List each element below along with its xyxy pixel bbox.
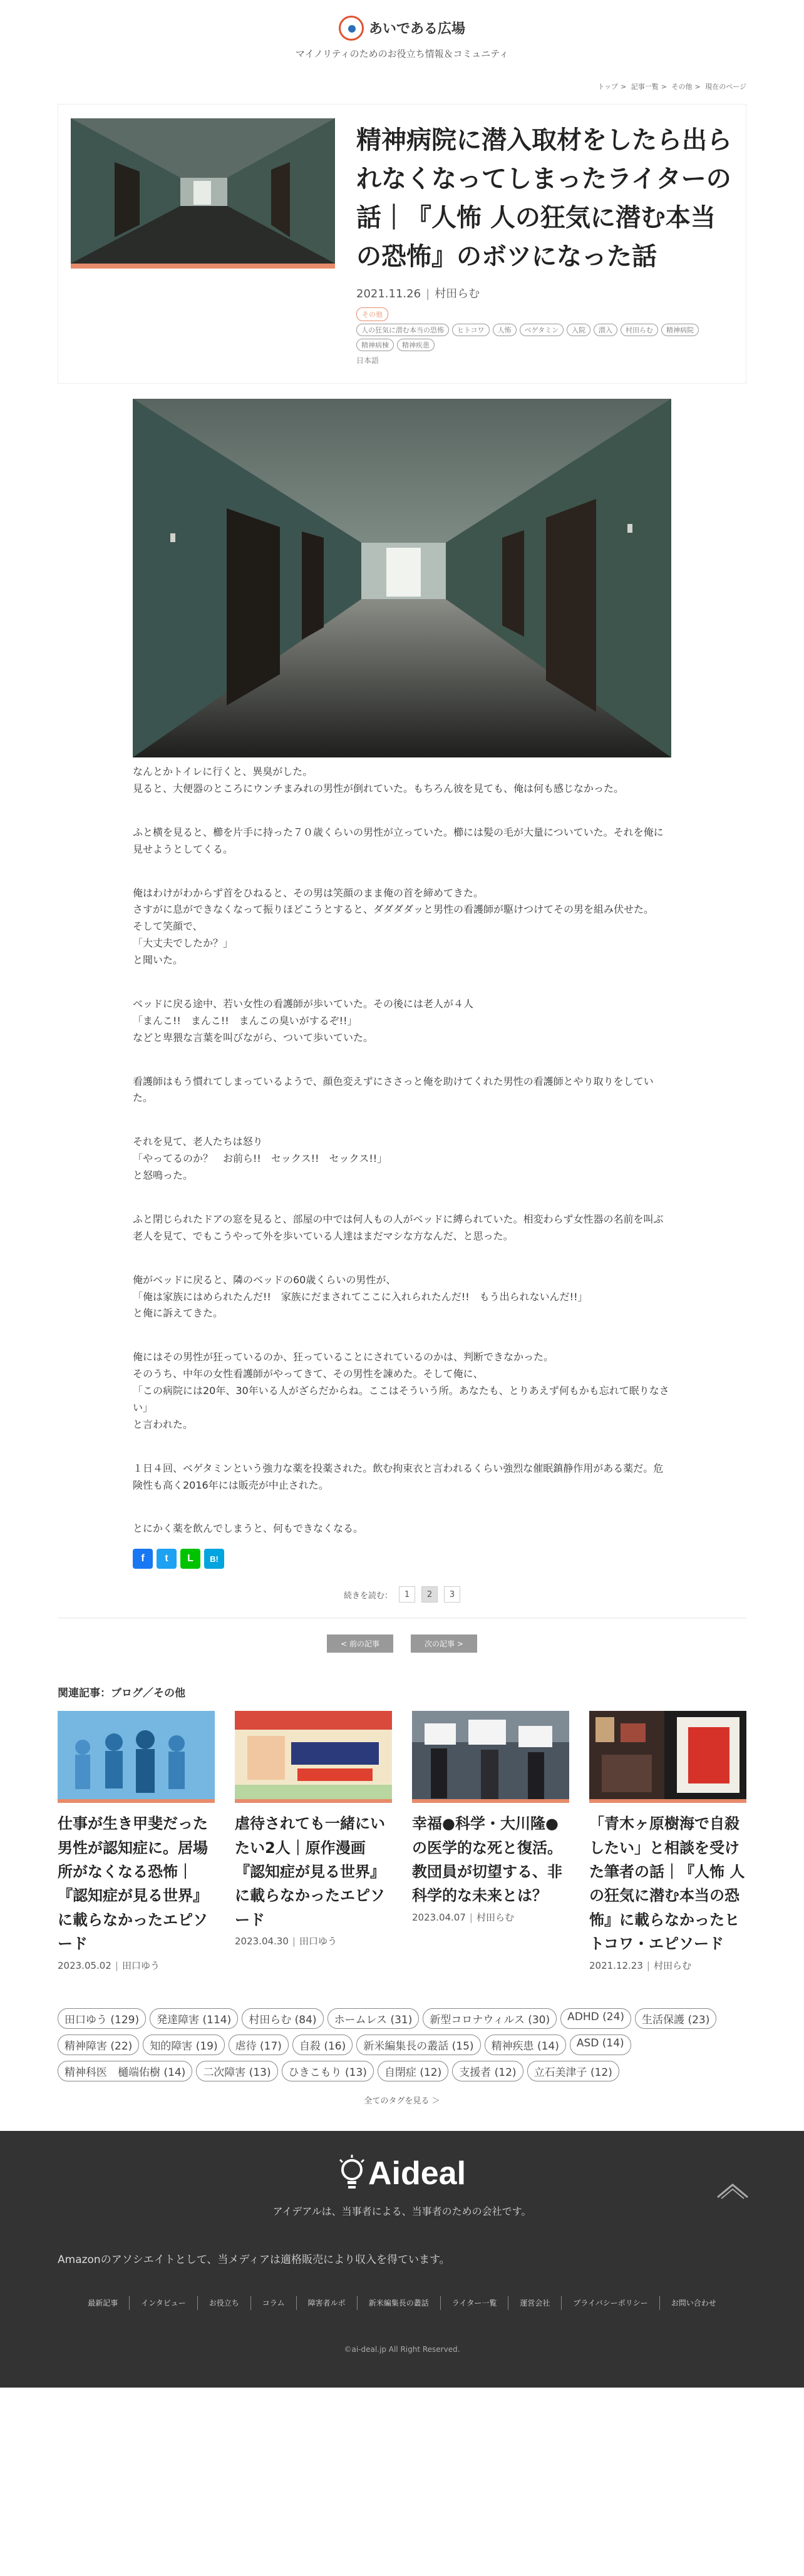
page-link-3[interactable]: 3	[444, 1586, 460, 1603]
article-paragraph: ふと閉じられたドアの窓を見ると、部屋の中では何人もの人がベッドに縛られていた。相変わらず女性器の名前を叫ぶ老人を見て、でもこうやって外を歩いている人達はまだマシな方なんだ、と思った。	[133, 1213, 664, 1242]
breadcrumb-current: 現在のページ	[705, 83, 746, 91]
tag-cloud-item[interactable]: 支援者 (12)	[452, 2061, 523, 2081]
share-buttons	[133, 1549, 671, 1569]
related-card-meta: 2021.12.23 | 村田らむ	[589, 1959, 691, 1971]
back-to-top-button[interactable]	[716, 2181, 749, 2200]
tag-link[interactable]: ベゲタミン	[520, 324, 564, 336]
related-card[interactable]	[589, 1711, 746, 1971]
tag-cloud-item[interactable]: 自閉症 (12)	[378, 2061, 448, 2081]
article-paragraph: とにかく薬を飲んでしまうと、何もできなくなる。	[133, 1522, 364, 1535]
breadcrumb-home[interactable]: トップ	[597, 83, 619, 91]
tag-cloud-item[interactable]: 生活保護 (23)	[635, 2008, 716, 2029]
footer-link[interactable]: プライバシーポリシー	[561, 2296, 659, 2311]
twitter-share-button[interactable]: t	[157, 1549, 177, 1569]
hero-image	[133, 399, 671, 757]
tag-cloud-item[interactable]: 自殺 (16)	[292, 2035, 353, 2055]
copyright: ©ai-deal.jp All Right Reserved.	[344, 2345, 460, 2354]
tag-cloud-item[interactable]: 新米編集長の叢話 (15)	[356, 2035, 480, 2055]
related-card-title: 仕事が生き甲斐だった男性が認知症に。居場所がなくなる恐怖｜『認知症が見る世界』に載らなかったエピソード	[58, 1815, 208, 1953]
article-meta: 2021.11.26 | 村田らむ	[356, 287, 480, 300]
pagination-label: 続きを読む：	[343, 1591, 393, 1601]
article-body	[133, 764, 671, 1537]
tag-cloud-item[interactable]: ADHD (24)	[560, 2008, 631, 2029]
site-footer	[0, 2131, 804, 2388]
breadcrumb-articles[interactable]: 記事一覧	[631, 83, 659, 91]
footer-link[interactable]: 新米編集長の叢話	[357, 2296, 440, 2311]
related-card-title: 幸福●科学・大川隆●の医学的な死と復活。教団員が切望する、非科学的な未来とは？	[412, 1815, 562, 1905]
related-heading: 関連記事：ブログ／その他	[58, 1687, 185, 1700]
tag-link[interactable]: 精神病棟	[356, 339, 394, 351]
article-paragraph: 看護師はもう慣れてしまっているようで、顔色変えずにささっと俺を助けてくれた男性の看護師とやり取りをしていた。	[133, 1075, 654, 1104]
line-share-button[interactable]: L	[180, 1549, 200, 1569]
page-link-2[interactable]: 2	[421, 1586, 438, 1603]
article-tags	[356, 324, 733, 351]
amazon-disclosure: Amazonのアソシエイトとして、当メディアは適格販売により収入を得ています。	[58, 2253, 450, 2266]
related-card-image	[412, 1711, 569, 1803]
tag-link[interactable]: 人の狂気に潜む本当の恐怖	[356, 324, 449, 336]
article-date: 2021.11.26	[356, 287, 421, 300]
facebook-share-button[interactable]: f	[133, 1549, 153, 1569]
article-author[interactable]: 村田らむ	[435, 287, 480, 300]
all-tags-link[interactable]: 全てのタグを見る ＞	[364, 2096, 440, 2106]
footer-logo[interactable]	[338, 2155, 466, 2192]
tag-cloud-item[interactable]: ホームレス (31)	[327, 2008, 420, 2029]
breadcrumb-category[interactable]: その他	[671, 83, 693, 91]
footer-link[interactable]: お役立ち	[197, 2296, 250, 2311]
tag-cloud-item[interactable]: 二次障害 (13)	[196, 2061, 277, 2081]
related-card[interactable]	[58, 1711, 215, 1971]
site-tagline: マイノリティのためのお役立ち情報＆コミュニティ	[295, 48, 509, 59]
related-articles	[58, 1684, 746, 1971]
article-paragraph: １日４回、ベゲタミンという強力な薬を投薬された。飲む拘束衣と言われるくらい強烈な催眠鎮静作用がある薬だ。危険性も高く2016年には販売が中止された。	[133, 1462, 664, 1491]
tag-cloud-item[interactable]: 村田らむ (84)	[242, 2008, 323, 2029]
related-card-meta: 2023.04.30 | 田口ゆう	[235, 1936, 337, 1947]
tag-cloud-item[interactable]: 精神疾患 (14)	[485, 2035, 566, 2055]
footer-link[interactable]: お問い合わせ	[659, 2296, 728, 2311]
tag-link[interactable]: 精神病院	[661, 324, 699, 336]
tag-link[interactable]: 入院	[567, 324, 590, 336]
related-card-meta: 2023.04.07 | 村田らむ	[412, 1911, 514, 1923]
page-link-1[interactable]: 1	[399, 1586, 415, 1603]
logo-icon	[339, 16, 364, 41]
hatena-share-button[interactable]: B!	[204, 1549, 224, 1569]
footer-link[interactable]: 運営会社	[508, 2296, 561, 2311]
article-paragraph: なんとかトイレに行くと、異臭がした。 見ると、大便器のところにウンチまみれの男性が倒れていた。もちろん彼を見ても、俺は何も感じなかった。	[133, 766, 624, 794]
related-card-title: 「青木ヶ原樹海で自殺したい」と相談を受けた筆者の話｜『人怖 人の狂気に潜む本当の恐怖』に載らなかったヒトコワ・エピソード	[589, 1815, 745, 1953]
footer-logo-text: Aideal	[368, 2155, 466, 2192]
tag-cloud-item[interactable]: 虐待 (17)	[229, 2035, 289, 2055]
next-article-button[interactable]: 次の記事 >	[411, 1634, 477, 1653]
article-paragraph: ベッドに戻る途中、若い女性の看護師が歩いていた。その後には老人が４人 「まんこ!! まんこ!! まんこの臭いがするぞ!!」 などと卑猥な言葉を叫びながら、ついて歩いていた。	[133, 997, 474, 1044]
tag-link[interactable]: 村田らむ	[621, 324, 658, 336]
tag-link[interactable]: ヒトコワ	[452, 324, 490, 336]
pagination	[0, 1586, 804, 1603]
related-card-meta: 2023.05.02 | 田口ゆう	[58, 1959, 160, 1971]
breadcrumb: トップ > 記事一覧 > その他 > 現在のページ	[597, 83, 746, 91]
article-paragraph: 俺はわけがわからず首をひねると、その男は笑顔のまま俺の首を締めてきた。 さすがに息ができなくなって振りほどこうとすると、ダダダダッと男性の看護師が駆けつけてその男を組み伏せた。 そして笑顔で、 「大丈夫でしたか？」 と聞いた。	[133, 886, 654, 966]
related-card[interactable]	[412, 1711, 569, 1971]
footer-link[interactable]: 障害者ルポ	[296, 2296, 357, 2311]
category-badge[interactable]: その他	[356, 307, 388, 321]
article-paragraph: 俺がベッドに戻ると、隣のベッドの60歳くらいの男性が、 「俺は家族にはめられたんだ!! 家族にだまされてここに入れられたんだ!! もう出られないんだ!!」 と俺に訴えてきた。	[133, 1273, 588, 1320]
article-title: 精神病院に潜入取材をしたら出られなくなってしまったライターの話｜『人怖 人の狂気に潜む本当の恐怖』のボツになった話	[356, 126, 732, 271]
tag-link[interactable]: 人怖	[493, 324, 517, 336]
tag-cloud-item[interactable]: 精神障害 (22)	[58, 2035, 139, 2055]
footer-tagline: アイデアルは、当事者による、当事者のための会社です。	[272, 2205, 532, 2217]
article-header	[58, 104, 746, 384]
tag-cloud-item[interactable]: 発達障害 (114)	[150, 2008, 238, 2029]
chevron-up-icon	[716, 2181, 749, 2200]
tag-cloud-item[interactable]: 新型コロナウィルス (30)	[423, 2008, 557, 2029]
logo-text: あいである広場	[368, 21, 465, 37]
footer-link[interactable]: インタビュー	[129, 2296, 197, 2311]
article-paragraph: ふと横を見ると、櫛を片手に持った７０歳くらいの男性が立っていた。櫛には髪の毛が大量についていた。それを俺に見せようとしてくる。	[133, 826, 664, 855]
tag-link[interactable]: 潜入	[594, 324, 617, 336]
footer-link[interactable]: ライター一覧	[440, 2296, 508, 2311]
related-card-title: 虐待されても一緒にいたい2人｜原作漫画『認知症が見る世界』に載らなかったエピソード	[235, 1815, 385, 1929]
tag-cloud	[58, 2008, 746, 2081]
tag-cloud-item[interactable]: 知的障害 (19)	[143, 2035, 224, 2055]
prev-article-button[interactable]: < 前の記事	[327, 1634, 393, 1653]
related-card-image	[58, 1711, 215, 1803]
tag-cloud-item[interactable]: 立石美津子 (12)	[527, 2061, 619, 2081]
tag-cloud-item[interactable]: 田口ゆう (129)	[58, 2008, 146, 2029]
language-label: 日本語	[356, 356, 379, 365]
footer-link[interactable]: 最新記事	[88, 2298, 118, 2307]
footer-nav	[58, 2296, 746, 2311]
lightbulb-icon	[338, 2155, 366, 2192]
prev-next-nav	[0, 1634, 804, 1653]
tag-cloud-item[interactable]: 精神科医 樋端佑樹 (14)	[58, 2061, 192, 2081]
tag-link[interactable]: 精神疾患	[397, 339, 435, 351]
tag-cloud-item[interactable]: ASD (14)	[570, 2035, 631, 2055]
site-header	[0, 0, 804, 75]
tag-cloud-item[interactable]: ひきこもり (13)	[282, 2061, 374, 2081]
article-paragraph: それを見て、老人たちは怒り 「やってるのか？ お前ら!! セックス!! セックス!!」 と怒鳴った。	[133, 1136, 388, 1181]
article-paragraph: 俺にはその男性が狂っているのか、狂っていることにされているのかは、判断できなかった。 そのうち、中年の女性看護師がやってきて、その男性を諫めた。そして俺に、 「この病院には20年、30年いる人がざらだからね。ここはそういう所。あなたも、とりあえず何もかも忘れて眠りなさい」 と言われた。	[133, 1351, 669, 1430]
related-card-image	[589, 1711, 746, 1803]
site-logo[interactable]	[339, 16, 465, 41]
footer-link[interactable]: コラム	[250, 2296, 296, 2311]
related-card-image	[235, 1711, 392, 1803]
article-thumbnail	[71, 118, 335, 269]
related-card[interactable]	[235, 1711, 392, 1971]
